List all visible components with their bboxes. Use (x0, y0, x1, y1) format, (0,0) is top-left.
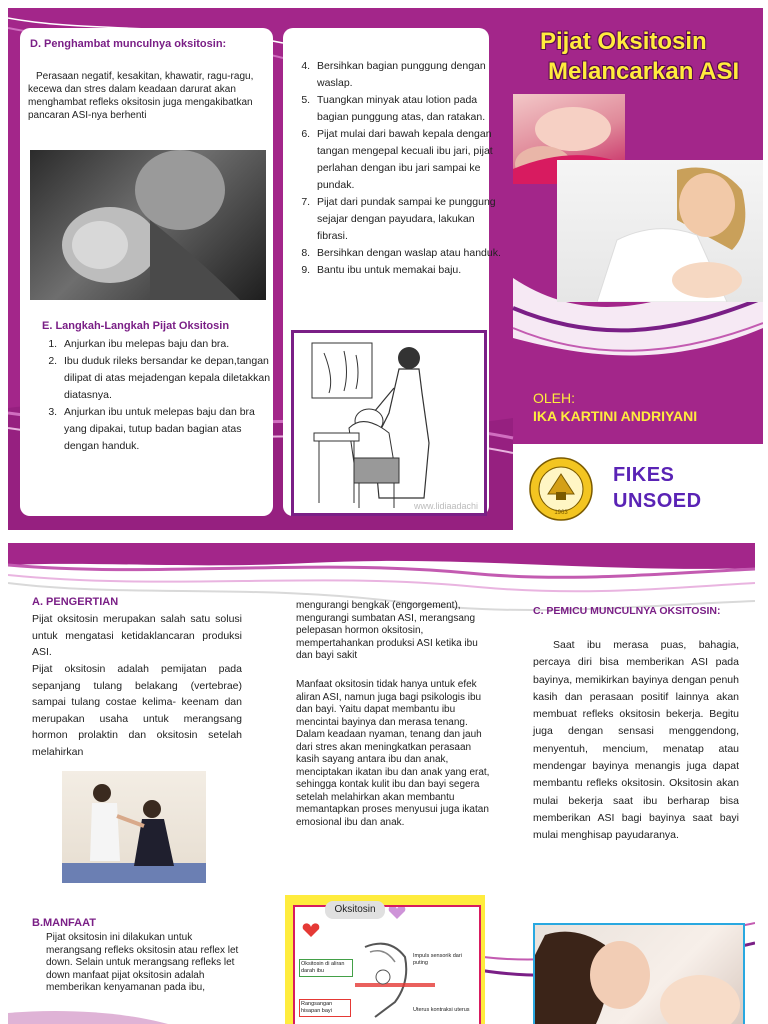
diagram-label: Uterus kontraksi uterus (413, 1007, 470, 1013)
diagram-label: Rangsangan hisapan bayi (299, 999, 351, 1017)
seal-year: 1963 (554, 510, 568, 516)
step-item: 4. Bersihkan bagian punggung dengan waslap. (313, 58, 503, 92)
cover-by-label: OLEH: (533, 390, 576, 406)
heading-a: A. PENGERTIAN (32, 596, 119, 608)
panel-left-top (20, 28, 273, 516)
cover-title-line1: Pijat Oksitosin (540, 28, 707, 55)
diagram-title: Oksitosin (325, 901, 385, 919)
step-item: 6. Pijat mulai dari bawah kepala dengan tangan mengepal kecuali ibu jari, pijat perlahan dengan ibu jari sampai ke pundak. (313, 126, 503, 194)
brochure-outer-side (8, 8, 763, 530)
text-a-para2: Pijat oksitosin adalah pemijatan pada sepanjang tulang belakang (vertebrae) sampai tulang costae kelima- keenam dan merupakan usaha untuk merangsang hormon prolaktin dan oksitosin setelah melahirkan (32, 663, 242, 758)
diagram-label: Oksitosin di aliran darah ibu (299, 959, 353, 977)
heading-b: B.MANFAAT (32, 917, 96, 929)
steps-list-continued (293, 58, 503, 279)
heading-d: D. Penghambat munculnya oksitosin: (30, 38, 227, 50)
mother-baby-photo-bw (30, 150, 266, 300)
watermark: www.lidiaadachi (413, 501, 478, 511)
text-b: Pijat oksitosin ini dilakukan untuk merangsang refleks oksitosin atau reflex let down. Selain untuk merangsang refleks let down manfaat pijat oksitosin adalah memberikan kenyamanan pada ibu, (46, 932, 239, 993)
diagram-label: Impuls sensorik dari puting (413, 953, 462, 966)
diagram-inner (293, 905, 481, 1024)
university-name: UNSOED (613, 490, 702, 512)
steps-list-e (40, 336, 275, 455)
panel-middle-top (283, 28, 501, 516)
step-item: 3. Anjurkan ibu untuk melepas baju dan bra yang dipakai, tutup badan bagian atas dengan handuk. (60, 404, 275, 455)
university-seal-logo (528, 456, 594, 522)
text-a-para1: Pijat oksitosin merupakan salah satu solusi untuk mengatasi ketidaklancaran produksi ASI. (32, 613, 242, 658)
step-item: 1. Anjurkan ibu melepas baju dan bra. (60, 336, 275, 353)
step-item: 8. Bersihkan dengan waslap atau handuk. (313, 245, 503, 262)
step-item: 9. Bantu ibu untuk memakai baju. (313, 262, 503, 279)
cover-author: IKA KARTINI ANDRIYANI (533, 408, 698, 424)
step-item: 5. Tuangkan minyak atau lotion pada bagian punggung atas, dan ratakan. (313, 92, 503, 126)
faculty-name: FIKES (613, 464, 675, 486)
text-d: Perasaan negatif, kesakitan, khawatir, ragu-ragu, kecewa dan stres dalam keadaan darurat akan menghambat refleks oksitosin juga mengakibatkan pancaran ASI-nya berhenti (28, 71, 254, 121)
university-block (513, 444, 763, 530)
heart-icon (389, 907, 406, 919)
text-mid-para2: Manfaat oksitosin tidak hanya untuk efek aliran ASI, namun juga bagi psikologis ibu dan bayi. Yaitu dapat membantu ibu mencintai bayinya dan merasa tenang. Dalam keadaan nyaman, tenang dan jauh dari stres akan meningkatkan perasaan kasih sayang antara ibu dan anak, menciptakan ikatan ibu dan anak yang erat, sehingga kontak kulit ibu dan bayi segera setelah melahirkan akan membantu memantapkan proses menyusui juga ikatan emosional ibu dan anak. (296, 679, 490, 828)
brochure-inner-side (8, 543, 755, 1024)
cover-panel (513, 8, 763, 443)
cover-title-line2: Melancarkan ASI (548, 58, 740, 85)
heart-icon (303, 923, 320, 937)
text-mid-para1: mengurangi bengkak (engorgement), mengurangi sumbatan ASI, merangsang pelepasan hormon oksitosin, mempertahankan produksi ASI ketika ibu dan bayi sakit (296, 600, 478, 661)
step-item: 2. Ibu duduk rileks bersandar ke depan,tangan dilipat di atas mejadengan kepala diletakkan diatasnya. (60, 353, 275, 404)
massage-practice-photo (62, 771, 206, 883)
oxytocin-diagram (285, 895, 485, 1024)
text-c: Saat ibu merasa puas, bahagia, percaya diri bisa memberikan ASI pada bayinya, memikirkan bayinya dengan penuh kasih dan perasaan positif lainnya akan membuat refleks oksitosin bekerja. Begitu juga dengan sensasi menggendong, menyentuh, mencium, menatap atau mendengar bayinya menangis juga dapat membantu refleks oksitosin. Oksitosin akan mulai bekerja saat ibu berharap bisa memberikan ASI bagi bayinya saat bayi mulai menghisap payudaranya. (533, 639, 739, 842)
heading-e: E. Langkah-Langkah Pijat Oksitosin (42, 320, 230, 332)
massage-illustration (291, 330, 487, 516)
mother-kissing-baby-photo (533, 923, 745, 1024)
heading-c: C. PEMICU MUNCULNYA OKSITOSIN: (533, 605, 721, 617)
step-item: 7. Pijat dari pundak sampai ke punggung sejajar dengan payudara, lakukan fibrasi. (313, 194, 503, 245)
mother-breastfeeding-photo (557, 160, 763, 302)
